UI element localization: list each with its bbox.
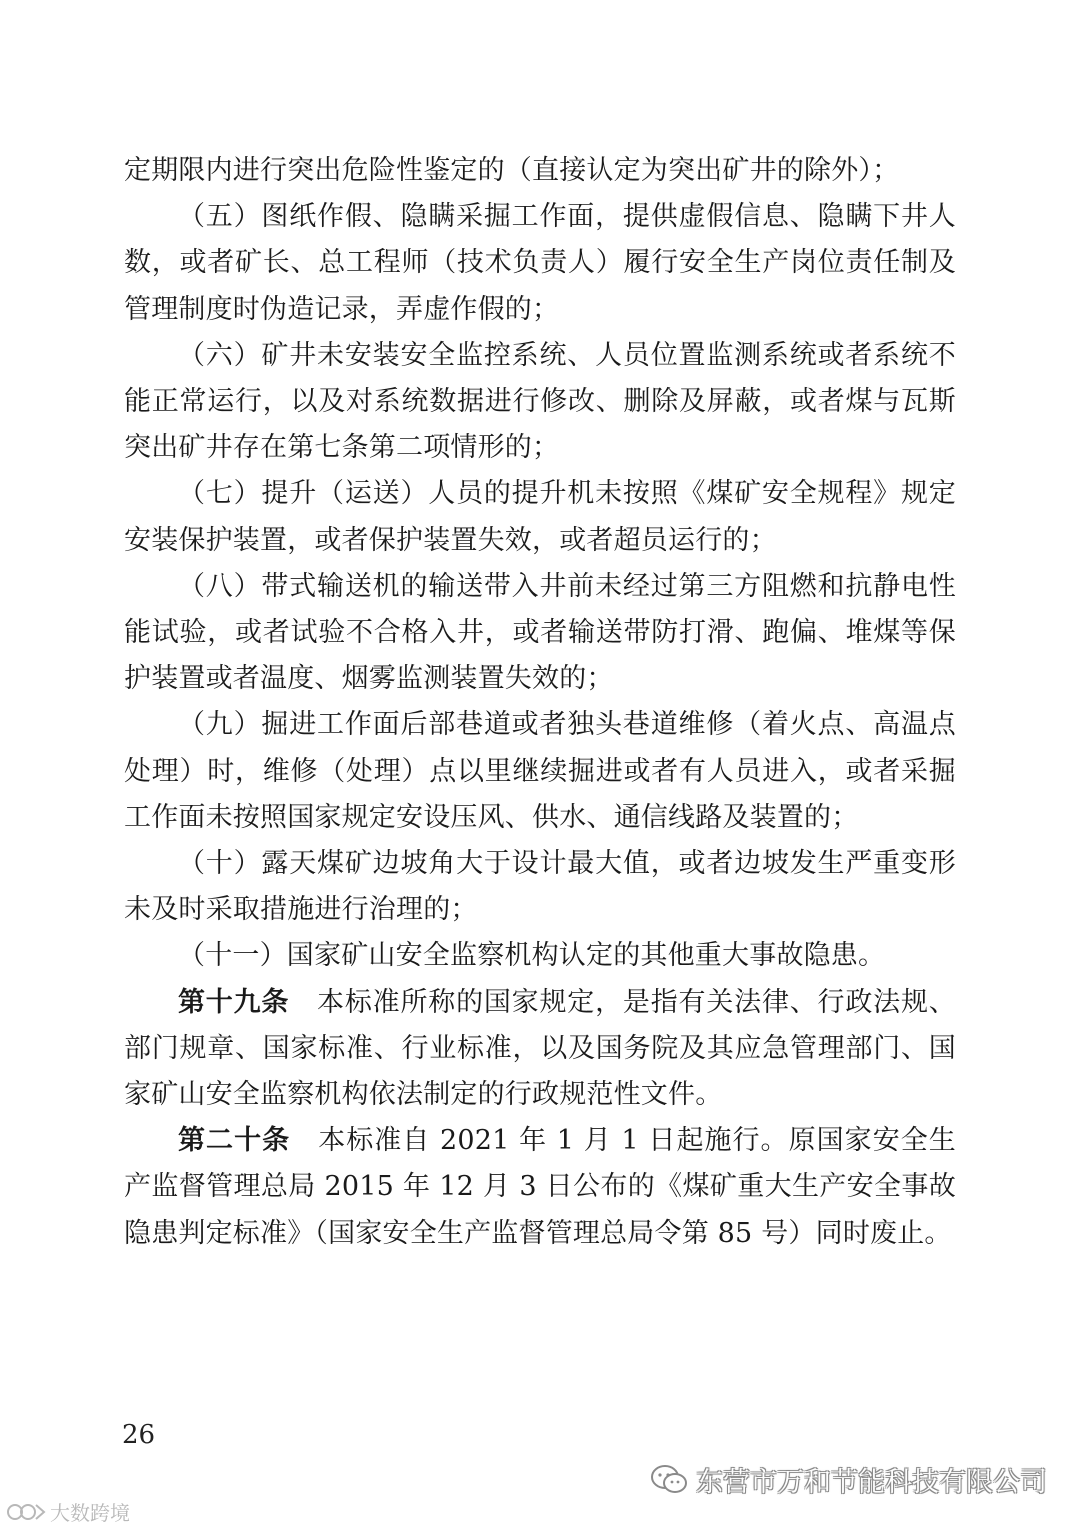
page-number: 26 (122, 1420, 156, 1450)
paragraph-6: （十）露天煤矿边坡角大于设计最大值，或者边坡发生严重变形未及时采取措施进行治理的； (124, 848, 956, 926)
wechat-icon (650, 1463, 688, 1497)
paragraph-7: （十一）国家矿山安全监察机构认定的其他重大事故隐患。 (178, 940, 886, 972)
body-text (124, 148, 956, 1257)
article-20-text: 本标准自 2021 年 1 月 1 日起施行。原国家安全生产监督管理总局 2015 年 12 月 3 日公布的《煤矿重大生产安全事故隐患判定标准》（国家安全生产监督管理总局令第 85 号）同时废止。 (124, 1125, 956, 1249)
watermark-company (650, 1460, 1047, 1499)
watermark-source-text: 大数跨境 (50, 1501, 130, 1525)
article-20-label: 第二十条 (178, 1125, 291, 1157)
logo-icon (6, 1499, 46, 1525)
paragraph-0: 定期限内进行突出危险性鉴定的（直接认定为突出矿井的除外）； (124, 155, 900, 186)
article-20 (124, 1118, 956, 1257)
paragraph-4: （八）带式输送机的输送带入井前未经过第三方阻燃和抗静电性能试验，或者试验不合格入井，或者输送带防打滑、跑偏、堆煤等保护装置或者温度、烟雾监测装置失效的； (124, 570, 956, 695)
article-19-text: 本标准所称的国家规定，是指有关法律、行政法规、部门规章、国家标准、行业标准，以及国务院及其应急管理部门、国家矿山安全监察机构依法制定的行政规范性文件。 (124, 986, 956, 1111)
paragraph-5: （九）掘进工作面后部巷道或者独头巷道维修（着火点、高温点处理）时，维修（处理）点以里继续掘进或者有人员进入，或者采掘工作面未按照国家规定安设压风、供水、通信线路及装置的； (124, 709, 956, 833)
paragraph-1: （五）图纸作假、隐瞒采掘工作面，提供虚假信息、隐瞒下井人数，或者矿长、总工程师（技术负责人）履行安全生产岗位责任制及管理制度时伪造记录，弄虚作假的； (124, 201, 956, 325)
watermark-company-text: 东营市万和节能科技有限公司 (696, 1467, 1047, 1498)
article-19-label: 第十九条 (178, 986, 290, 1018)
article-19 (124, 980, 956, 1119)
paragraph-2: （六）矿井未安装安全监控系统、人员位置监测系统或者系统不能正常运行，以及对系统数据进行修改、删除及屏蔽，或者煤与瓦斯突出矿井存在第七条第二项情形的； (124, 339, 956, 464)
paragraph-3: （七）提升（运送）人员的提升机未按照《煤矿安全规程》规定安装保护装置，或者保护装置失效，或者超员运行的； (124, 478, 956, 556)
watermark-source (6, 1497, 130, 1526)
